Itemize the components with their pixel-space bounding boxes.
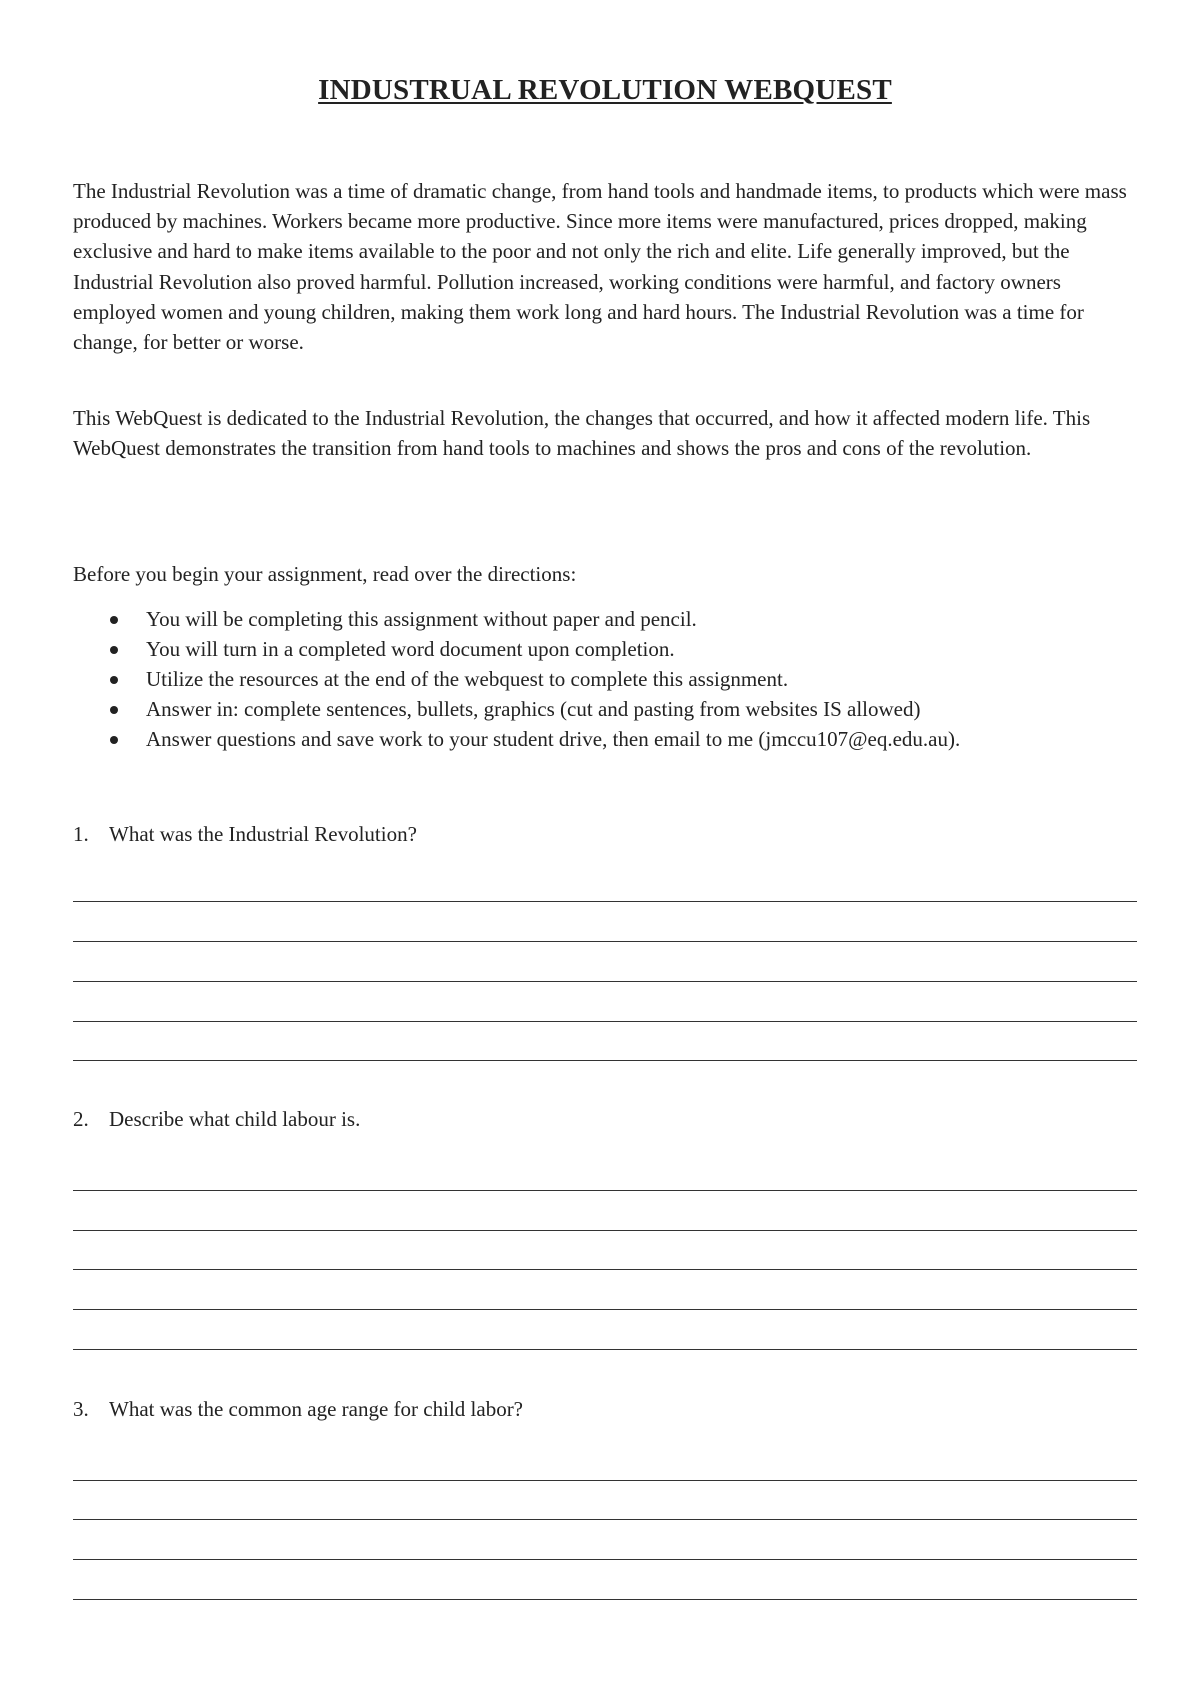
answer-line[interactable] bbox=[73, 1309, 1137, 1310]
answer-line[interactable] bbox=[73, 1519, 1137, 1520]
question-text: What was the common age range for child labor? bbox=[109, 1397, 524, 1421]
answer-line[interactable] bbox=[73, 1190, 1137, 1191]
question-number: 2. bbox=[73, 1107, 89, 1131]
worksheet-page bbox=[73, 0, 1137, 1696]
directions-list-item bbox=[73, 634, 960, 664]
directions-intro: Before you begin your assignment, read over the directions: bbox=[73, 562, 577, 586]
directions-list-item bbox=[73, 604, 960, 634]
answer-line[interactable] bbox=[73, 941, 1137, 942]
answer-line[interactable] bbox=[73, 1021, 1137, 1022]
answer-line[interactable] bbox=[73, 1480, 1137, 1481]
bullet-icon bbox=[110, 616, 118, 624]
directions-item-text: Answer in: complete sentences, bullets, graphics (cut and pasting from websites IS allowed) bbox=[146, 697, 921, 721]
directions-item-text: Answer questions and save work to your student drive, then email to me (jmccu107@eq.edu.au). bbox=[146, 727, 961, 751]
directions-list bbox=[73, 604, 960, 754]
intro-paragraph: The Industrial Revolution was a time of dramatic change, from hand tools and handmade items, to products which were mass produced by machines. Workers became more productive. Since more items were manufactured, prices dropped, making exclusive and hard to make items available to the poor and not only the rich and elite. Life generally improved, but the Industrial Revolution also proved harmful. Pollution increased, working conditions were harmful, and factory owners employed women and young children, making them work long and hard hours. The Industrial Revolution was a time for change, for better or worse. bbox=[73, 179, 1127, 355]
bullet-icon bbox=[110, 736, 118, 744]
question-number: 3. bbox=[73, 1397, 89, 1421]
question-text: Describe what child labour is. bbox=[109, 1107, 361, 1131]
directions-list-item bbox=[73, 664, 960, 694]
answer-line[interactable] bbox=[73, 1060, 1137, 1061]
bullet-icon bbox=[110, 646, 118, 654]
answer-line[interactable] bbox=[73, 1559, 1137, 1560]
directions-list-item bbox=[73, 724, 960, 754]
answer-line[interactable] bbox=[73, 981, 1137, 982]
answer-line[interactable] bbox=[73, 1269, 1137, 1270]
bullet-icon bbox=[110, 676, 118, 684]
answer-line[interactable] bbox=[73, 1230, 1137, 1231]
document-title: INDUSTRUAL REVOLUTION WEBQUEST bbox=[318, 74, 892, 106]
answer-line[interactable] bbox=[73, 901, 1137, 902]
answer-line[interactable] bbox=[73, 1349, 1137, 1350]
directions-list-item bbox=[73, 694, 960, 724]
directions-item-text: You will be completing this assignment without paper and pencil. bbox=[146, 607, 697, 631]
directions-item-text: You will turn in a completed word document upon completion. bbox=[146, 637, 675, 661]
answer-line[interactable] bbox=[73, 1599, 1137, 1600]
webquest-description-paragraph: This WebQuest is dedicated to the Industrial Revolution, the changes that occurred, and how it affected modern life. This WebQuest demonstrates the transition from hand tools to machines and shows the pros and cons of the revolution. bbox=[73, 406, 1091, 461]
question-text: What was the Industrial Revolution? bbox=[109, 822, 417, 846]
question-number: 1. bbox=[73, 822, 89, 846]
bullet-icon bbox=[110, 706, 118, 714]
directions-item-text: Utilize the resources at the end of the webquest to complete this assignment. bbox=[146, 667, 789, 691]
